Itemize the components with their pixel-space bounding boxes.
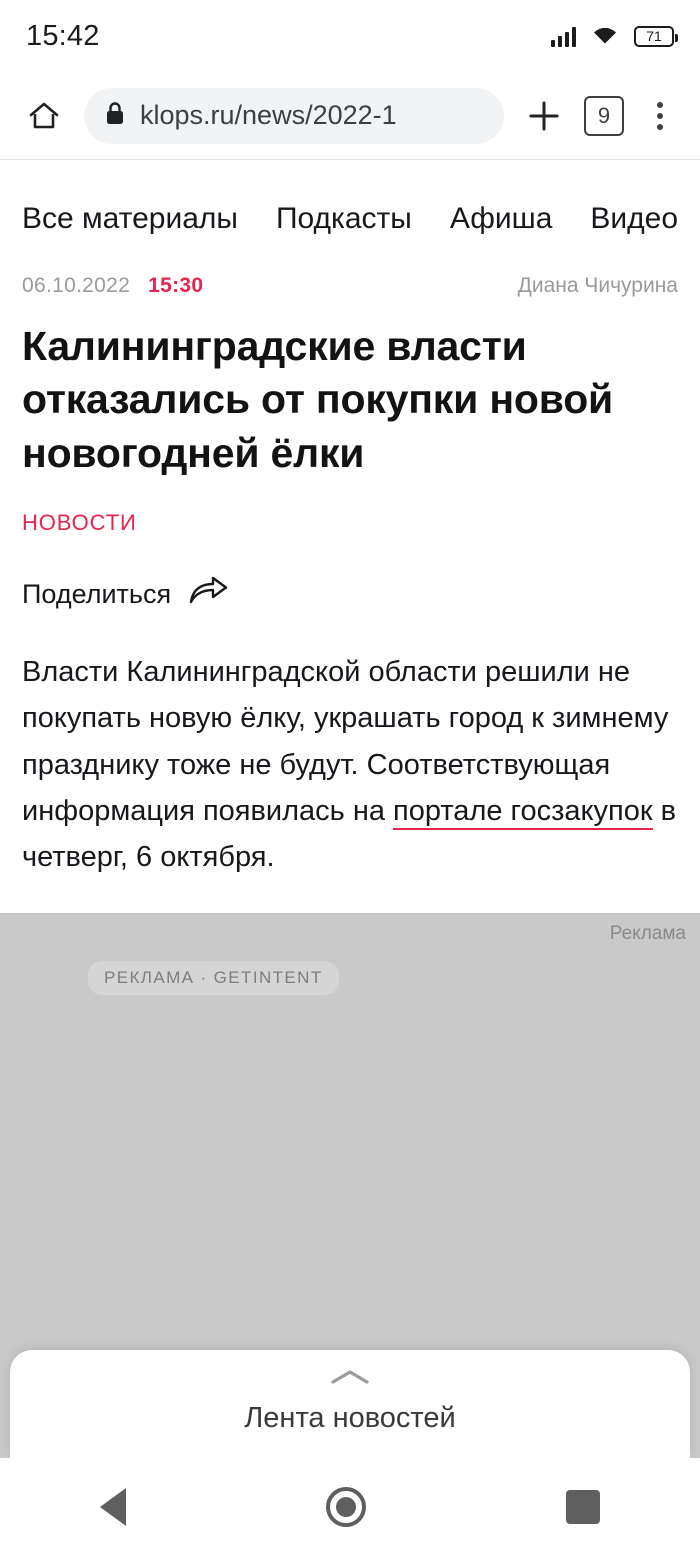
article-rubric[interactable]: НОВОСТИ	[22, 509, 137, 535]
nav-item-podcasts[interactable]: Подкасты	[275, 202, 412, 235]
article-time: 15:30	[148, 274, 204, 297]
page-title: Калининградские власти отказались от покупки новой новогодней ёлки	[22, 323, 614, 476]
chevron-up-icon[interactable]	[327, 1366, 373, 1388]
status-bar	[0, 0, 700, 72]
site-navigation	[0, 160, 700, 266]
article-body-part-2: в четверг, 6 октября.	[22, 795, 677, 874]
tab-count: 9	[597, 102, 611, 128]
article-body	[0, 613, 700, 881]
browser-toolbar	[0, 72, 700, 160]
back-triangle-icon[interactable]	[100, 1488, 126, 1526]
article-body-part-1: Власти Калининградской области решили не покупать новую ёлку, украшать город к зимнему празднику тоже не будут. Соответствующая информация появилась на	[22, 655, 669, 828]
news-feed-title: Лента новостей	[244, 1402, 456, 1434]
battery-icon	[634, 26, 674, 47]
article-meta	[0, 266, 700, 298]
web-page-content	[0, 160, 700, 1458]
ad-provider-tag: РЕКЛАМА · GETINTENT	[88, 961, 339, 995]
tab-switcher-button[interactable]	[584, 96, 624, 136]
home-icon[interactable]	[22, 94, 66, 138]
status-icons	[551, 23, 675, 50]
article-date: 06.10.2022	[22, 274, 131, 297]
share-label: Поделиться	[22, 578, 172, 609]
signal-bars-icon	[551, 25, 577, 47]
url-text: klops.ru/news/2022-1	[140, 100, 397, 130]
article-author: Диана Чичурина	[517, 274, 678, 297]
nav-item-all-materials[interactable]: Все материалы	[22, 202, 238, 235]
status-time: 15:42	[26, 19, 100, 52]
lock-icon	[104, 100, 126, 131]
share-row[interactable]	[0, 536, 700, 613]
ad-corner-label: Реклама	[609, 922, 686, 944]
overflow-menu-icon[interactable]	[642, 94, 678, 138]
recents-square-icon[interactable]	[566, 1490, 600, 1524]
share-arrow-icon[interactable]	[187, 576, 229, 613]
home-circle-icon[interactable]	[326, 1487, 366, 1527]
article-body-link[interactable]: портале госзакупок	[393, 795, 653, 830]
plus-icon[interactable]	[522, 94, 566, 138]
news-feed-sheet[interactable]	[10, 1350, 690, 1458]
url-bar[interactable]	[84, 88, 504, 144]
nav-item-video[interactable]: Видео	[590, 202, 679, 235]
wifi-icon	[590, 23, 620, 50]
android-navigation-bar	[0, 1458, 700, 1556]
battery-level: 71	[646, 28, 662, 44]
nav-item-afisha[interactable]: Афиша	[449, 202, 553, 235]
